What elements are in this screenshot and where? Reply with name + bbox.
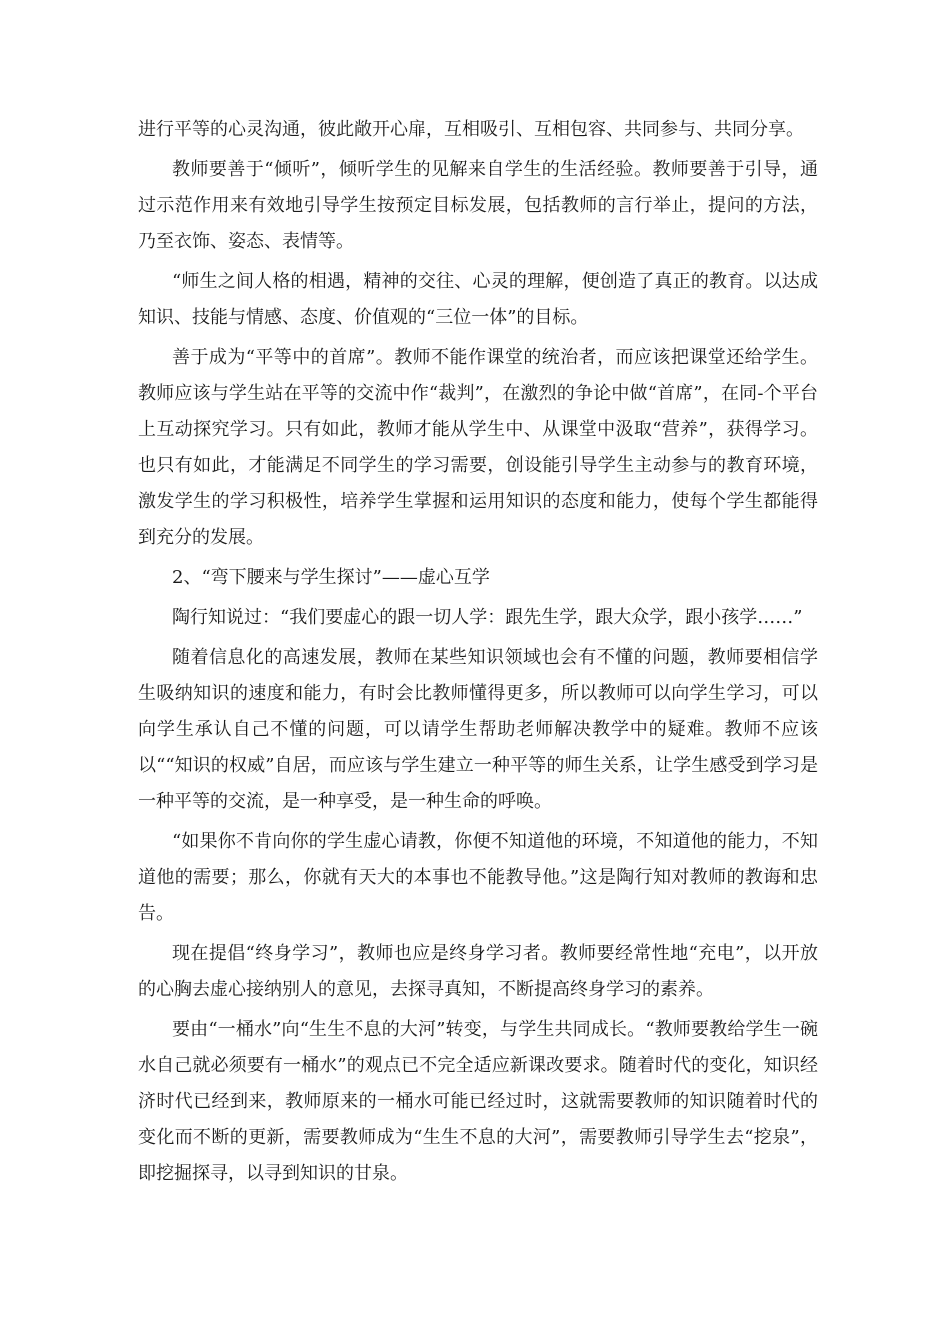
paragraph-quote: 陶行知说过：“我们要虚心的跟一切人学：跟先生学，跟大众学，跟小孩学……” xyxy=(172,607,803,628)
paragraph-1: 进行平等的心灵沟通，彼此敞开心扉，互相吸引、互相包容、共同参与、共同分享。 xyxy=(138,119,804,140)
document-body xyxy=(138,112,818,1196)
paragraph-8: “如果你不肯向你的学生虚心请教，你便不知道他的环境，不知道他的能力，不知道他的需要；那么，你就有天大的本事也不能教导他。”这是陶行知对教师的教诲和忠告。 xyxy=(138,831,818,924)
paragraph-10: 要由“一桶水”向“生生不息的大河”转变，与学生共同成长。“教师要教给学生一碗水自己就必须要有一桶水”的观点已不完全适应新课改要求。随着时代的变化，知识经济时代已经到来，教师原来的一桶水可能已经过时，这就需要教师的知识随着时代的变化而不断的更新，需要教师成为“生生不息的大河”，需要教师引导学生去“挖泉”，即挖掘探寻，以寻到知识的甘泉。 xyxy=(138,1019,818,1184)
paragraph-9: 现在提倡“终身学习”，教师也应是终身学习者。教师要经常性地“充电”，以开放的心胸去虚心接纳别人的意见，去探寻真知，不断提高终身学习的素养。 xyxy=(138,943,818,1000)
paragraph-4: 善于成为“平等中的首席”。教师不能作课堂的统治者，而应该把课堂还给学生。教师应该与学生站在平等的交流中作“裁判”，在激烈的争论中做“首席”，在同-个平台上互动探究学习。只有如此，教师才能从学生中、从课堂中汲取“营养”，获得学习。也只有如此，才能满足不同学生的学习需要，创设能引导学生主动参与的教育环境，激发学生的学习积极性，培养学生掌握和运用知识的态度和能力，使每个学生都能得到充分的发展。 xyxy=(138,347,818,548)
paragraph-2: 教师要善于“倾听”，倾听学生的见解来自学生的生活经验。教师要善于引导，通过示范作用来有效地引导学生按预定目标发展，包括教师的言行举止，提问的方法，乃至衣饰、姿态、表情等。 xyxy=(138,159,818,252)
paragraph-7: 随着信息化的高速发展，教师在某些知识领域也会有不懂的问题，教师要相信学生吸纳知识的速度和能力，有时会比教师懂得更多，所以教师可以向学生学习，可以向学生承认自己不懂的问题，可以请学生帮助老师解决教学中的疑难。教师不应该以““知识的权威”自居，而应该与学生建立一种平等的师生关系，让学生感受到学习是一种平等的交流，是一种享受，是一种生命的呼唤。 xyxy=(138,647,818,812)
paragraph-3: “师生之间人格的相遇，精神的交往、心灵的理解，便创造了真正的教育。以达成知识、技能与情感、态度、价值观的“三位一体”的目标。 xyxy=(138,271,818,328)
section-heading: 2、“弯下腰来与学生探讨”——虚心互学 xyxy=(172,567,490,588)
